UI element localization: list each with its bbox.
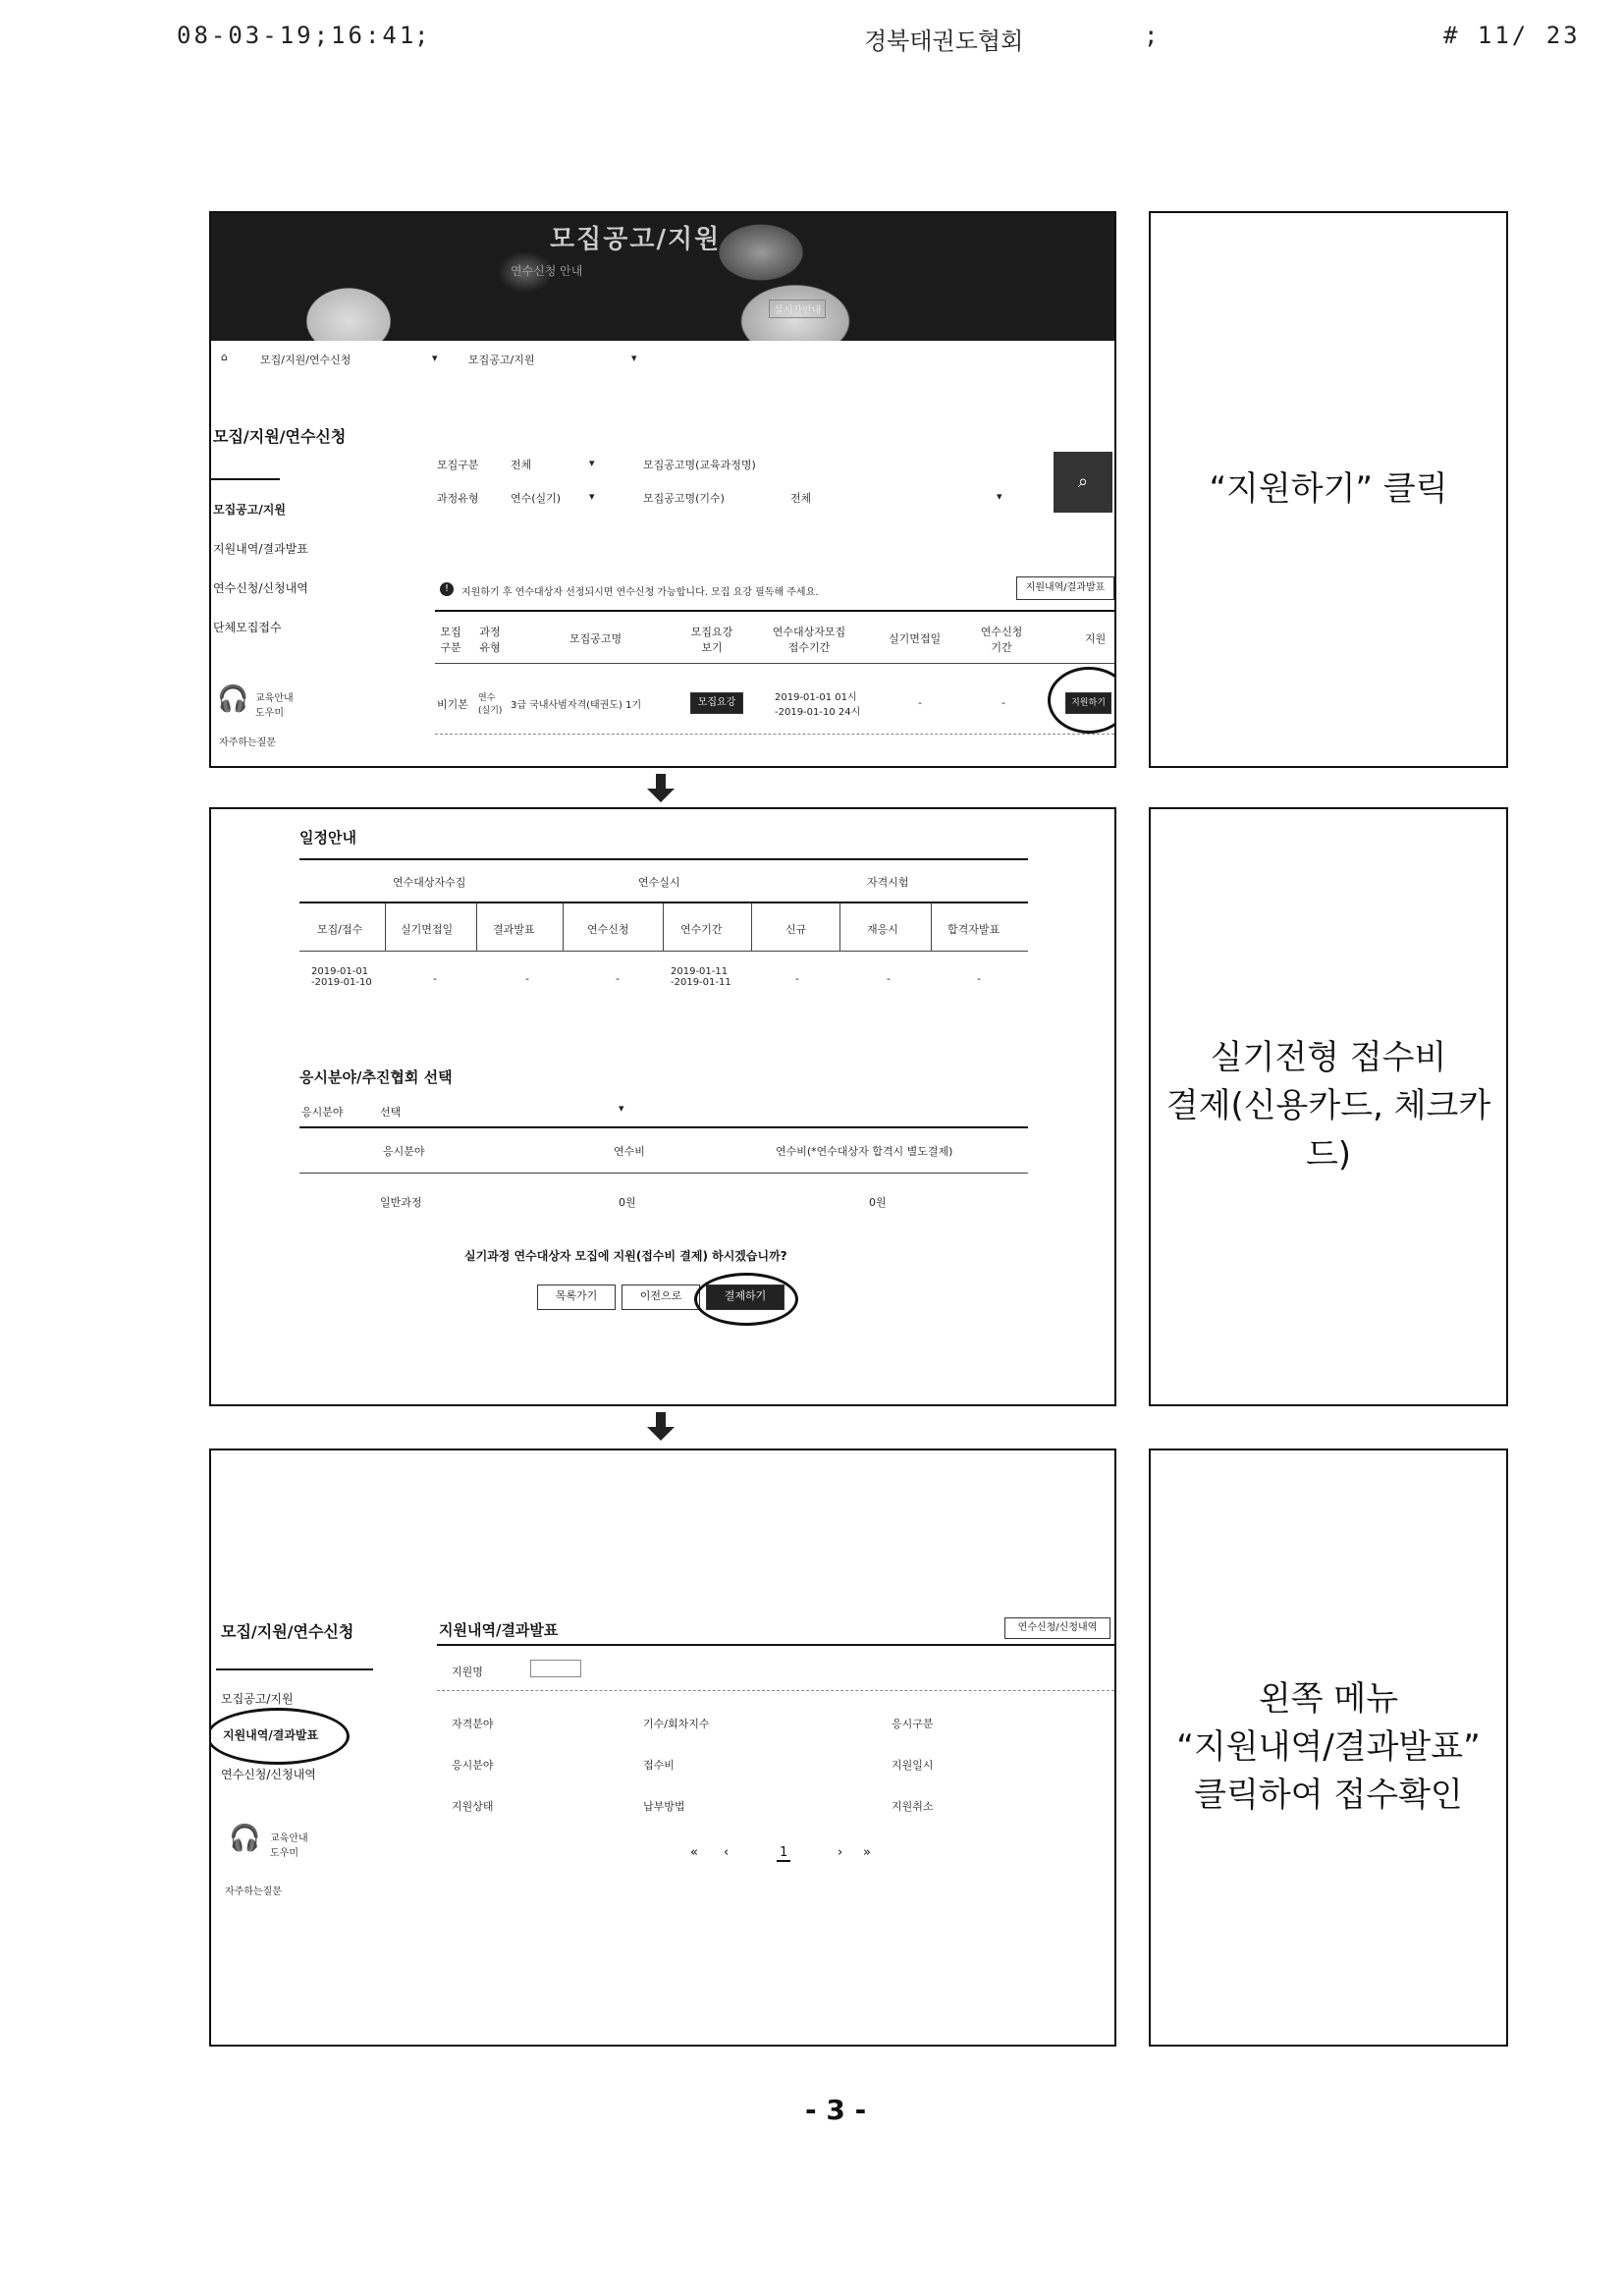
name-field <box>530 1660 581 1677</box>
schedule-value: - <box>525 972 529 985</box>
confirm-question: 실기과정 연수대상자 모집에 지원(접수비 결제) 하시겠습니까? <box>464 1249 787 1263</box>
back-button[interactable]: 이전으로 <box>622 1285 700 1310</box>
cell-interview: - <box>918 696 922 709</box>
pager-prev[interactable]: ‹ <box>724 1845 730 1860</box>
th-recruit-type: 모집 구분 <box>440 626 461 654</box>
filter-select[interactable]: 연수(실기) <box>511 492 562 505</box>
field-select[interactable]: 선택 <box>380 1106 402 1119</box>
group-header: 연수대상자수집 <box>393 876 466 889</box>
step1-screenshot <box>209 211 1116 768</box>
th-period: 연수대상자모집 접수기간 <box>772 626 846 654</box>
sidebar-title: 모집/지원/연수신청 <box>213 427 347 446</box>
cell-period: 2019-01-01 01시 -2019-01-10 24시 <box>775 692 861 718</box>
cell-title: 3급 국내사범자격(태권도) 1기 <box>511 700 642 711</box>
sidebar-item-results[interactable]: 지원내역/결과발표 <box>213 542 308 556</box>
headset-icon[interactable]: 🎧 <box>229 1824 261 1853</box>
sub-header: 연수기간 <box>680 923 723 936</box>
filter-select[interactable]: 전체 <box>511 459 532 471</box>
sub-header: 신규 <box>785 923 807 936</box>
cell-apply-period: - <box>1001 696 1005 709</box>
filter-select[interactable]: 전체 <box>790 492 812 505</box>
sidebar-item-training[interactable]: 연수신청/신청내역 <box>221 1768 316 1781</box>
schedule-value: - <box>616 972 620 985</box>
field-label: 응시분야 <box>301 1106 344 1119</box>
schedule-value: - <box>977 972 981 985</box>
sidebar-item-recruit[interactable]: 모집공고/지원 <box>213 503 286 517</box>
name-label: 지원명 <box>452 1666 483 1678</box>
search-button[interactable] <box>1054 452 1112 513</box>
fax-separator: ; <box>414 22 432 49</box>
th-apply-period: 연수신청 기간 <box>980 626 1023 654</box>
pager-first[interactable]: « <box>690 1845 698 1860</box>
group-header: 연수실시 <box>638 876 680 889</box>
th-interview: 실기면접일 <box>889 632 942 645</box>
select-title: 응시분야/추진협회 선택 <box>299 1068 453 1086</box>
faq-link[interactable]: 자주하는질문 <box>225 1886 282 1897</box>
sub-header: 실기면접일 <box>401 923 454 936</box>
fax-page-counter: # 11/ 23 <box>1443 22 1581 49</box>
info-icon: ! <box>440 582 454 596</box>
caption-line: “지원내역/결과발표” <box>1176 1726 1481 1767</box>
banner-image <box>211 213 1114 341</box>
result-label: 납부방법 <box>643 1800 685 1813</box>
pager-last[interactable]: » <box>863 1845 871 1860</box>
sidebar-title: 모집/지원/연수신청 <box>221 1622 354 1641</box>
sidebar-item-training[interactable]: 연수신청/신청내역 <box>213 581 308 595</box>
schedule-value: - <box>887 972 891 985</box>
breadcrumb-item[interactable]: 모집/지원/연수신청 <box>260 354 352 366</box>
th-guide: 모집요강 보기 <box>690 626 733 654</box>
schedule-title: 일정안내 <box>299 829 356 847</box>
results-button[interactable]: 지원내역/결과발표 <box>1016 576 1114 600</box>
banner-button[interactable]: 실시간안내 <box>769 300 826 318</box>
result-label: 응시분야 <box>452 1759 494 1772</box>
help-label[interactable]: 교육안내 도우미 <box>255 693 294 719</box>
search-icon: ⌕ <box>1077 471 1089 492</box>
caption-line: 결제(신용카드, 체크카드) <box>1165 1086 1491 1175</box>
step2-screenshot <box>209 807 1116 1406</box>
chevron-down-icon: ▾ <box>589 490 595 503</box>
sub-header: 재응시 <box>867 923 898 936</box>
caption-line: 클릭하여 접수확인 <box>1194 1776 1463 1816</box>
schedule-value: 2019-01-11 -2019-01-11 <box>671 966 731 988</box>
pager-next[interactable]: › <box>838 1845 843 1860</box>
page-number: - 3 - <box>805 2094 867 2126</box>
page-title: 지원내역/결과발표 <box>439 1621 559 1639</box>
caption-box-3 <box>1149 1449 1508 2047</box>
result-label: 기수/회차지수 <box>643 1718 710 1730</box>
fee-header: 연수비(*연수대상자 합격시 별도결제) <box>776 1145 953 1158</box>
fee-value: 0원 <box>869 1196 887 1209</box>
schedule-value: - <box>795 972 799 985</box>
home-icon[interactable]: ⌂ <box>221 351 228 363</box>
th-apply: 지원 <box>1085 632 1107 645</box>
result-label: 지원취소 <box>892 1800 934 1813</box>
result-label: 지원상태 <box>452 1800 494 1813</box>
result-label: 자격분야 <box>452 1718 494 1730</box>
chevron-down-icon: ▾ <box>589 457 595 469</box>
filter-label: 모집공고명(교육과정명) <box>643 459 756 471</box>
highlight-circle <box>1048 667 1116 734</box>
fee-header: 연수비 <box>614 1145 645 1158</box>
caption-box-2 <box>1149 807 1508 1406</box>
highlight-circle <box>694 1273 798 1326</box>
group-header: 자격시험 <box>867 876 909 889</box>
caption-line: 실기전형 접수비 <box>1210 1038 1447 1078</box>
notice-text: 지원하기 후 연수대상자 선정되시면 연수신청 가능합니다. 모집 요강 필독해 주세요. <box>461 587 819 598</box>
list-button[interactable]: 목록가기 <box>537 1285 616 1310</box>
filter-label: 과정유형 <box>437 492 479 505</box>
sidebar-item-recruit[interactable]: 모집공고/지원 <box>221 1692 294 1706</box>
fax-separator: ; <box>1144 22 1162 49</box>
sub-header: 합격자발표 <box>947 923 1001 936</box>
caption-box-1 <box>1149 211 1508 768</box>
breadcrumb-separator: ▾ <box>432 352 438 364</box>
guide-button[interactable]: 모집요강 <box>690 692 743 714</box>
th-title: 모집공고명 <box>569 632 622 645</box>
caption-text: “지원하기” 클릭 <box>1209 468 1448 509</box>
pay-button[interactable]: 결제하기 <box>706 1285 784 1310</box>
schedule-value: - <box>433 972 437 985</box>
filter-label: 모집구분 <box>437 459 479 471</box>
fax-sender: 경북태권도협회 <box>864 27 1024 55</box>
result-label: 지원일시 <box>892 1759 934 1772</box>
fee-value: 0원 <box>619 1196 636 1209</box>
chevron-down-icon: ▾ <box>619 1102 624 1115</box>
schedule-value: 2019-01-01 -2019-01-10 <box>311 966 372 988</box>
training-list-button[interactable]: 연수신청/신청내역 <box>1004 1617 1110 1639</box>
sidebar-item-results[interactable]: 지원내역/결과발표 <box>223 1728 319 1742</box>
help-label[interactable]: 교육안내 도우미 <box>270 1833 308 1859</box>
sub-header: 모집/접수 <box>317 923 363 936</box>
filter-label: 모집공고명(기수) <box>643 492 725 505</box>
th-course-type: 과정 유형 <box>479 626 501 654</box>
banner-title: 모집공고/지원 <box>550 225 722 254</box>
result-label: 응시구분 <box>892 1718 934 1730</box>
apply-button[interactable]: 지원하기 <box>1065 692 1111 714</box>
sub-header: 연수신청 <box>587 923 629 936</box>
breadcrumb-item[interactable]: 모집공고/지원 <box>468 354 535 366</box>
pager-page[interactable]: 1 <box>777 1845 790 1862</box>
highlight-circle <box>209 1708 350 1765</box>
sub-header: 결과발표 <box>493 923 535 936</box>
breadcrumb-separator: ▾ <box>631 352 637 364</box>
cell-type: 비기본 <box>437 698 468 711</box>
sidebar-item-group[interactable]: 단체모집접수 <box>213 621 282 634</box>
banner-subtitle: 연수신청 안내 <box>511 264 583 278</box>
caption-line: 왼쪽 메뉴 <box>1258 1678 1399 1719</box>
chevron-down-icon: ▾ <box>997 490 1002 503</box>
result-label: 접수비 <box>643 1759 675 1772</box>
faq-link[interactable]: 자주하는질문 <box>219 738 276 748</box>
fax-datetime: 08-03-19;16:41 <box>177 22 417 49</box>
headset-icon[interactable]: 🎧 <box>217 684 249 714</box>
fee-value: 일반과정 <box>380 1196 422 1209</box>
fee-header: 응시분야 <box>383 1145 425 1158</box>
cell-course-type: 연수(실기) <box>478 693 503 716</box>
step3-screenshot <box>209 1449 1116 2047</box>
